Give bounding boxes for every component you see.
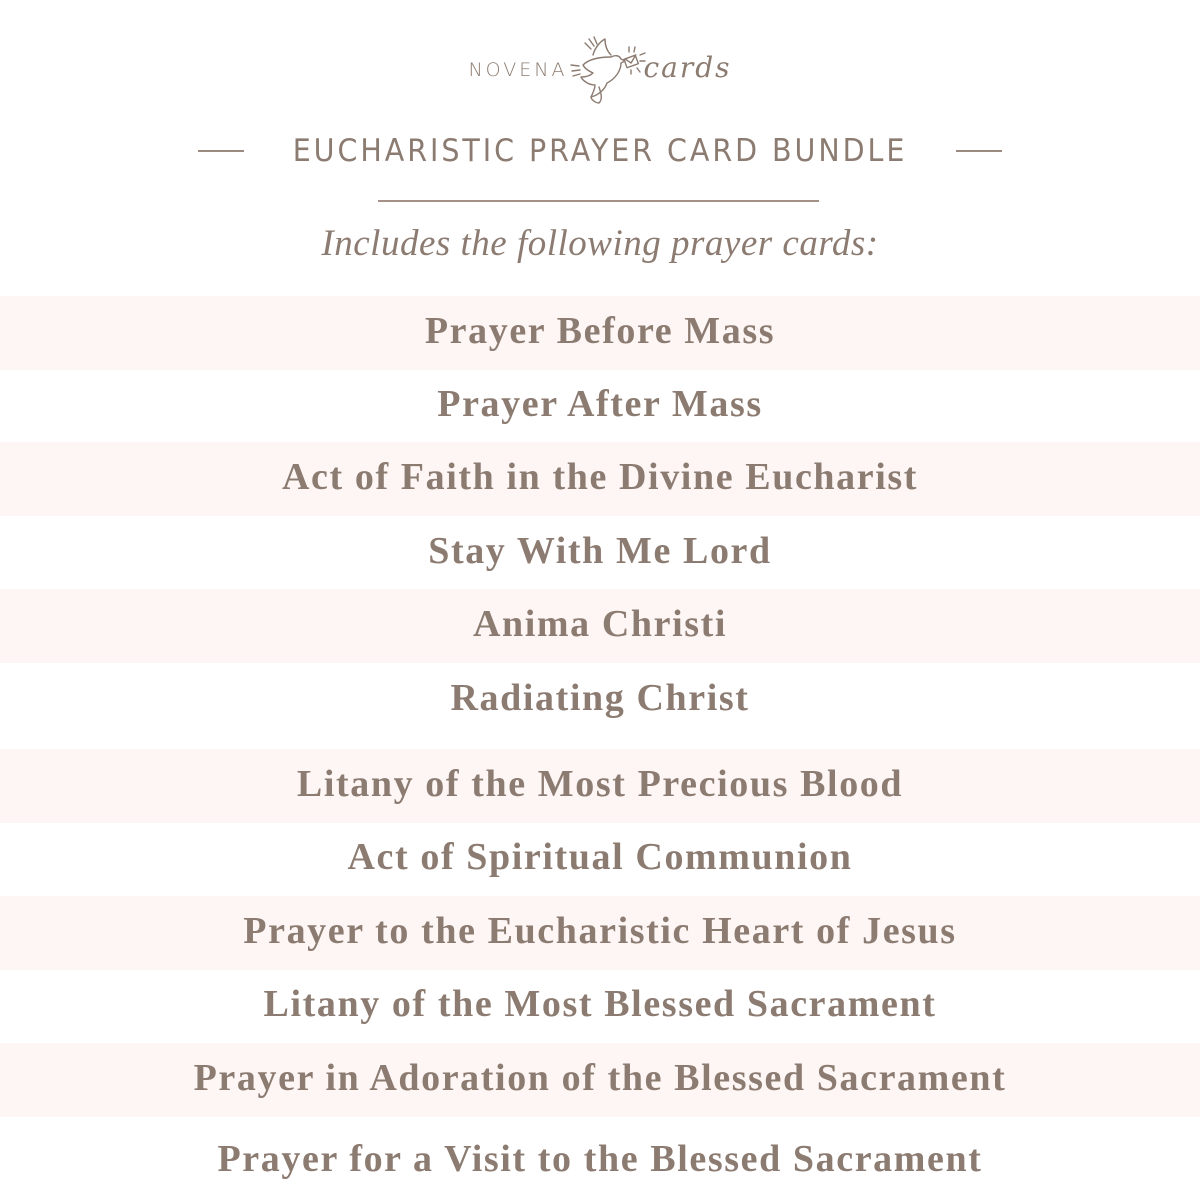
page-subtitle: Includes the following prayer cards: — [321, 223, 879, 264]
prayer-card-row — [0, 1043, 1200, 1117]
prayer-card-label: Litany of the Most Precious Blood — [296, 763, 904, 805]
prayer-card-row — [0, 749, 1200, 823]
prayer-card-row — [0, 589, 1200, 663]
prayer-card-label: Act of Faith in the Divine Eucharist — [281, 456, 919, 498]
prayer-card-row — [0, 663, 1200, 737]
prayer-card-label: Prayer in Adoration of the Blessed Sacrament — [193, 1057, 1007, 1099]
prayer-card-label: Prayer to the Eucharistic Heart of Jesus — [243, 910, 957, 952]
prayer-card-row — [0, 296, 1200, 370]
prayer-card-label: Prayer for a Visit to the Blessed Sacrament — [217, 1138, 983, 1180]
prayer-card-row — [0, 1124, 1200, 1198]
prayer-card-row — [0, 896, 1200, 970]
prayer-card-row — [0, 969, 1200, 1043]
prayer-card-label: Anima Christi — [472, 603, 728, 645]
brand-name-cards: cards — [643, 50, 732, 84]
prayer-card-row — [0, 442, 1200, 516]
page-title: EUCHARISTIC PRAYER CARD BUNDLE — [292, 133, 908, 169]
prayer-card-label: Act of Spiritual Communion — [347, 836, 853, 878]
prayer-card-label: Prayer Before Mass — [424, 310, 776, 352]
prayer-card-row — [0, 822, 1200, 896]
prayer-card-row — [0, 516, 1200, 590]
brand-name-novena: NOVENA — [468, 59, 568, 81]
prayer-card-label: Stay With Me Lord — [428, 530, 772, 572]
prayer-card-row — [0, 369, 1200, 443]
prayer-card-label: Radiating Christ — [450, 677, 750, 719]
prayer-card-label: Prayer After Mass — [437, 383, 763, 425]
prayer-card-label: Litany of the Most Blessed Sacrament — [263, 983, 937, 1025]
